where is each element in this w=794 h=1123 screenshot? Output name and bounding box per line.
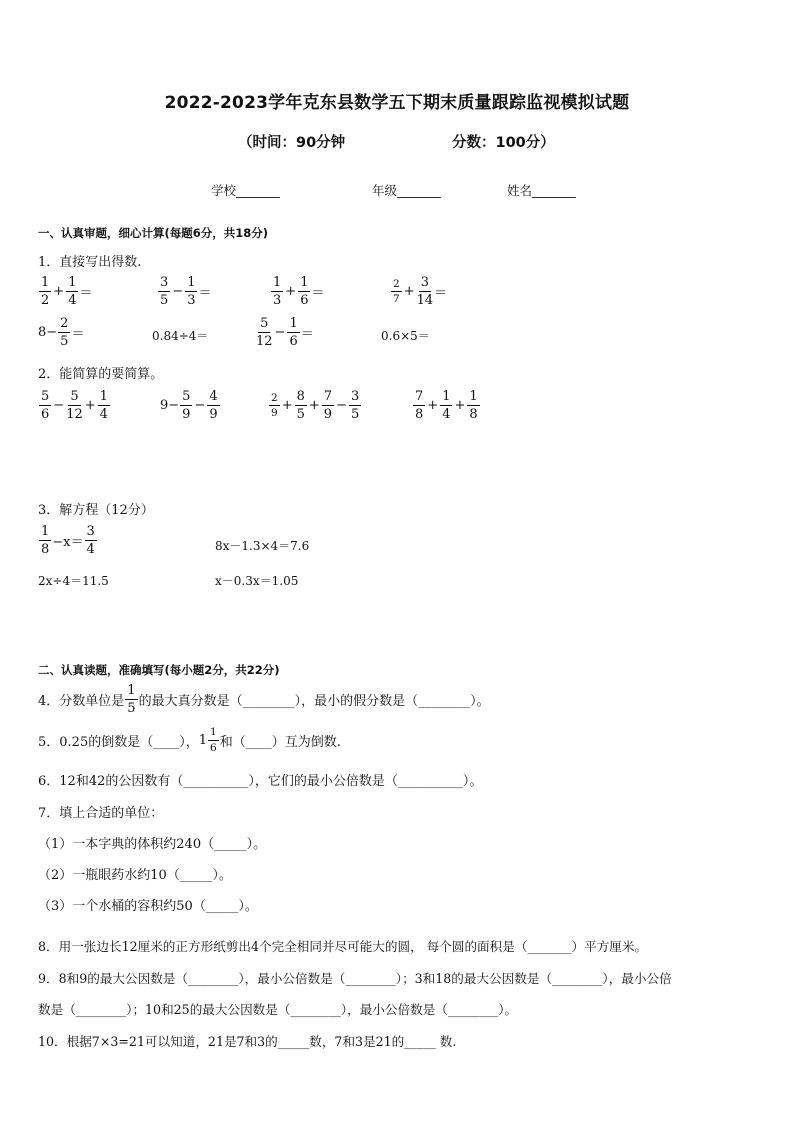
q3-equation-3: 2x÷4＝11.5: [38, 574, 109, 588]
question-7-item: （3）一个水桶的容积约50（_____）。: [38, 899, 258, 914]
q1-item-3: $\frac{1}{3}$ + $\frac{1}{6}$ ＝: [273, 275, 325, 308]
exam-score: 分数：100分）: [452, 135, 555, 151]
question-2-label: 2．能简算的要简算。: [38, 367, 164, 382]
q2-expression-3: $\frac{2}{9}$ + $\frac{8}{5}$ + $\frac{7}{9}$ − $\frac{3}{5}$: [271, 389, 360, 422]
q3-equation-1: $\frac{1}{8}$ −x＝ $\frac{3}{4}$: [41, 524, 95, 557]
question-6: 6．12和42的公因数有（__________），它们的最小公倍数是（__________）。: [38, 774, 483, 789]
question-4: 4．分数单位是 $\frac{1}{5}$ 的最大真分数是（________），最小的假分数是（________）。: [38, 683, 490, 716]
q2-expression-2: 9− $\frac{5}{9}$ − $\frac{4}{9}$: [160, 389, 218, 422]
section-1-heading: 一、认真审题，细心计算(每题6分，共18分): [38, 226, 269, 240]
q1-item-4: $\frac{2}{7}$ + $\frac{3}{14}$ ＝: [393, 275, 448, 308]
q1-item-1: $\frac{1}{2}$ + $\frac{1}{4}$ ＝: [41, 275, 93, 308]
question-9-line-2: 数是（________）；10和25的最大公因数是（________），最小公倍数是（________）。: [38, 1002, 518, 1017]
q1-item-7: $\frac{5}{12}$ − $\frac{1}{6}$ ＝: [256, 316, 314, 349]
q2-expression-1: $\frac{5}{6}$ − $\frac{5}{12}$ + $\frac{1}{4}$: [41, 389, 108, 422]
exam-title: 2022-2023学年克东县数学五下期末质量跟踪监视模拟试题: [164, 93, 630, 113]
question-7-label: 7．填上合适的单位：: [38, 806, 164, 821]
question-1-label: 1．直接写出得数.: [38, 255, 142, 270]
question-10: 10．根据7×3=21可以知道，21是7和3的_____数，7和3是21的_____ 数.: [38, 1034, 457, 1049]
q1-item-2: $\frac{3}{5}$ − $\frac{1}{3}$ ＝: [160, 275, 212, 308]
question-7-item: （2）一瓶眼药水约10（_____）。: [38, 868, 232, 883]
question-7-item: （1）一本字典的体积约240（_____）。: [38, 837, 267, 852]
question-8: 8．用一张边长12厘米的正方形纸剪出4个完全相同并尽可能大的圆， 每个圆的面积是（_______）平方厘米。: [38, 939, 648, 954]
q3-equation-4: x－0.3x＝1.05: [215, 574, 299, 588]
section-2-heading: 二、认真读题，准确填写(每小题2分，共22分): [38, 663, 280, 677]
q3-equation-2: 8x－1.3×4＝7.6: [215, 539, 310, 553]
question-9-line-1: 9．8和9的最大公因数是（________），最小公倍数是（________）；3和18的最大公因数是（________），最小公倍: [38, 971, 672, 986]
q1-item-8: 0.6×5＝: [381, 329, 430, 343]
question-3-label: 3．解方程（12分）: [38, 503, 154, 518]
name-field: 姓名_______: [507, 183, 576, 198]
exam-time: （时间：90分钟: [238, 135, 346, 151]
q1-item-5: 8− $\frac{2}{5}$ ＝: [38, 316, 85, 349]
q2-expression-4: $\frac{7}{8}$ + $\frac{1}{4}$ + $\frac{1}{8}$: [415, 389, 478, 422]
question-5: 5．0.25的倒数是（____）， 1 $\frac{1}{6}$ 和（____）互为倒数.: [38, 726, 341, 754]
school-field: 学校_______: [211, 183, 280, 198]
q1-item-6: 0.84÷4＝: [152, 329, 209, 343]
grade-field: 年级_______: [372, 183, 441, 198]
